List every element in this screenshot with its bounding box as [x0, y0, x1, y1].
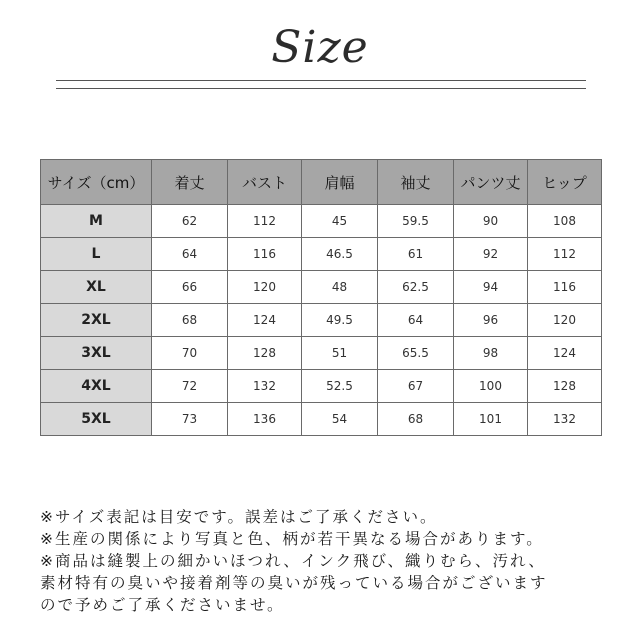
table-cell: 65.5: [378, 337, 454, 370]
table-cell: 72: [152, 370, 228, 403]
size-label: 4XL: [41, 370, 152, 403]
table-cell: 73: [152, 403, 228, 436]
table-cell: 52.5: [302, 370, 378, 403]
note-line: 素材特有の臭いや接着剤等の臭いが残っている場合がございます: [40, 574, 548, 592]
table-cell: 51: [302, 337, 378, 370]
size-label: 2XL: [41, 304, 152, 337]
table-cell: 67: [378, 370, 454, 403]
notes-block: [40, 506, 620, 616]
size-label: XL: [41, 271, 152, 304]
table-row: [41, 337, 602, 370]
table-cell: 112: [528, 238, 602, 271]
table-cell: 120: [228, 271, 302, 304]
table-cell: 45: [302, 205, 378, 238]
table-cell: 98: [454, 337, 528, 370]
size-label: L: [41, 238, 152, 271]
table-cell: 116: [528, 271, 602, 304]
header-hip: ヒップ: [528, 160, 602, 205]
table-cell: 120: [528, 304, 602, 337]
note-line: ※商品は縫製上の細かいほつれ、インク飛び、織りむら、汚れ、: [40, 552, 546, 570]
table-cell: 96: [454, 304, 528, 337]
size-label: 5XL: [41, 403, 152, 436]
table-cell: 49.5: [302, 304, 378, 337]
title-divider-bottom: [56, 88, 586, 89]
table-cell: 116: [228, 238, 302, 271]
table-cell: 101: [454, 403, 528, 436]
table-cell: 128: [528, 370, 602, 403]
table-row: [41, 205, 602, 238]
table-cell: 112: [228, 205, 302, 238]
table-row: [41, 238, 602, 271]
header-length: 着丈: [152, 160, 228, 205]
table-cell: 124: [228, 304, 302, 337]
header-bust: バスト: [228, 160, 302, 205]
table-cell: 108: [528, 205, 602, 238]
table-cell: 70: [152, 337, 228, 370]
table-cell: 48: [302, 271, 378, 304]
header-pants-length: パンツ丈: [454, 160, 528, 205]
header-size: サイズ（cm）: [41, 160, 152, 205]
table-cell: 124: [528, 337, 602, 370]
table-cell: 54: [302, 403, 378, 436]
size-label: M: [41, 205, 152, 238]
header-sleeve: 袖丈: [378, 160, 454, 205]
table-cell: 100: [454, 370, 528, 403]
table-cell: 68: [378, 403, 454, 436]
table-cell: 132: [528, 403, 602, 436]
table-row: [41, 271, 602, 304]
table-cell: 62.5: [378, 271, 454, 304]
note-line: ので予めご了承くださいませ。: [40, 596, 285, 614]
table-cell: 136: [228, 403, 302, 436]
table-cell: 90: [454, 205, 528, 238]
table-cell: 132: [228, 370, 302, 403]
table-row: [41, 304, 602, 337]
table-cell: 61: [378, 238, 454, 271]
table-header-row: [41, 160, 602, 205]
table-cell: 94: [454, 271, 528, 304]
table-cell: 128: [228, 337, 302, 370]
table-cell: 68: [152, 304, 228, 337]
table-row: [41, 370, 602, 403]
table-cell: 46.5: [302, 238, 378, 271]
table-cell: 59.5: [378, 205, 454, 238]
size-chart-table: [40, 159, 602, 436]
table-cell: 62: [152, 205, 228, 238]
table-row: [41, 403, 602, 436]
header-shoulder: 肩幅: [302, 160, 378, 205]
title-divider-top: [56, 80, 586, 81]
page-title: Size: [271, 22, 369, 73]
table-cell: 64: [152, 238, 228, 271]
note-line: ※生産の関係により写真と色、柄が若干異なる場合があります。: [40, 530, 544, 548]
table-cell: 66: [152, 271, 228, 304]
table-cell: 92: [454, 238, 528, 271]
table-cell: 64: [378, 304, 454, 337]
size-label: 3XL: [41, 337, 152, 370]
note-line: ※サイズ表記は目安です。誤差はご了承ください。: [40, 508, 438, 526]
